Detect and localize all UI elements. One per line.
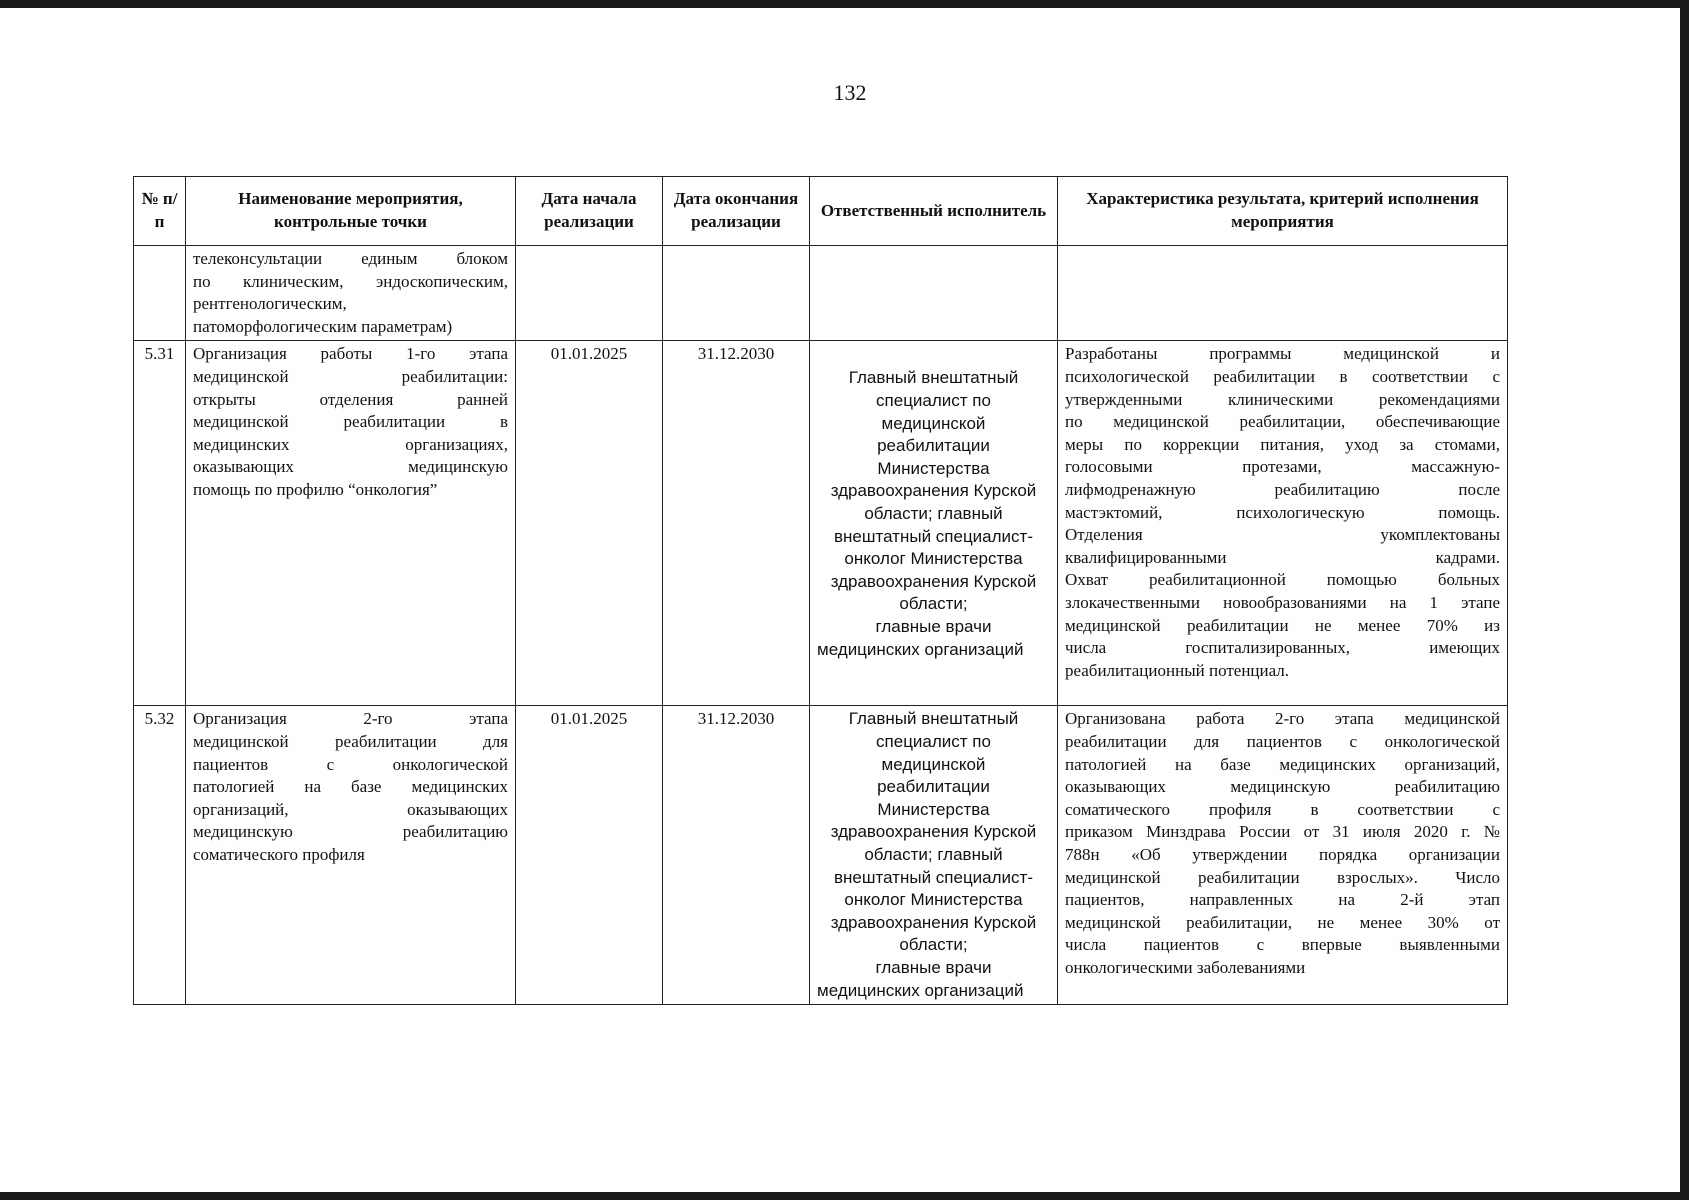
- text-line: специалист по: [876, 390, 991, 410]
- text-line: главные врачи: [875, 616, 992, 636]
- text-line: области; главный: [864, 503, 1003, 523]
- cell-start-date: 01.01.2025: [516, 341, 663, 706]
- text-line: реабилитационный потенциал.: [1065, 660, 1290, 680]
- text-line: соматического профиля в соответствии с: [1065, 799, 1500, 819]
- text-line: приказом Минздрава России от 31 июля 2020 г. №: [1065, 822, 1500, 842]
- text-line: Охват реабилитационной помощью больных: [1065, 570, 1500, 590]
- cell-responsible: [810, 341, 1058, 706]
- cell-end-date: 31.12.2030: [663, 706, 810, 1005]
- text-line: психологической реабилитации в соответствии с: [1065, 366, 1500, 386]
- text-line: области;: [899, 935, 968, 955]
- text-line: 788н «Об утверждении порядка организации: [1065, 844, 1500, 864]
- scan-edge-right: [1680, 0, 1689, 1200]
- text-line: организаций, оказывающих: [193, 799, 508, 819]
- text-line: Организована работа 2-го этапа медицинской: [1065, 709, 1500, 729]
- text-line: утвержденными клиническими рекомендациями: [1065, 389, 1500, 409]
- header-activity-name: Наименование мероприятия, контрольные точки: [186, 177, 516, 246]
- text-line: голосовыми протезами, массажную-: [1065, 457, 1500, 477]
- text-line: медицинских организаций: [817, 639, 1024, 659]
- text-line: квалифицированными кадрами.: [1065, 547, 1500, 567]
- table-row-continuation: [134, 246, 1508, 341]
- text-line: оказывающих медицинскую реабилитацию: [1065, 777, 1500, 797]
- text-line: медицинских организаций: [817, 980, 1024, 1000]
- text-line: Организация работы 1-го этапа: [193, 344, 508, 364]
- text-line: по клиническим, эндоскопическим,: [193, 271, 508, 291]
- text-line: области;: [899, 594, 968, 614]
- table-header-row: [134, 177, 1508, 246]
- text-line: медицинской реабилитации для: [193, 731, 508, 751]
- text-line: соматического профиля: [193, 844, 365, 864]
- text-line: медицинской реабилитации в: [193, 412, 508, 432]
- text-line: специалист по: [876, 731, 991, 751]
- text-line: Министерства: [877, 799, 990, 819]
- text-line: числа госпитализированных, имеющих: [1065, 638, 1500, 658]
- text-line: пациентов, направленных на 2-й этап: [1065, 890, 1500, 910]
- text-line: здравоохранения Курской: [830, 481, 1037, 501]
- cell-result: [1058, 246, 1508, 341]
- table-row: [134, 706, 1508, 1005]
- cell-activity-name: [186, 341, 516, 706]
- text-line: открыты отделения ранней: [193, 389, 508, 409]
- text-line: помощь по профилю “онкология”: [193, 479, 438, 499]
- header-number: № п/п: [134, 177, 186, 246]
- cell-number: 5.31: [134, 341, 186, 706]
- cell-start-date: 01.01.2025: [516, 706, 663, 1005]
- text-line: пациентов с онкологической: [193, 754, 508, 774]
- cell-end-date: 31.12.2030: [663, 341, 810, 706]
- text-line: оказывающих медицинскую: [193, 457, 508, 477]
- text-line: телеконсультации единым блоком: [193, 249, 508, 268]
- cell-result: [1058, 341, 1508, 706]
- text-line: внештатный специалист-: [833, 867, 1033, 887]
- cell-result: [1058, 706, 1508, 1005]
- text-line: меры по коррекции питания, уход за стомами,: [1065, 434, 1500, 454]
- header-responsible: Ответственный исполнитель: [810, 177, 1058, 246]
- text-line: Главный внештатный: [848, 368, 1019, 388]
- header-result: Характеристика результата, критерий исполнения мероприятия: [1058, 177, 1508, 246]
- cell-start-date: [516, 246, 663, 341]
- cell-activity-name: [186, 706, 516, 1005]
- text-line: Министерства: [877, 458, 990, 478]
- text-line: медицинской реабилитации взрослых». Число: [1065, 867, 1500, 887]
- text-line: реабилитации: [877, 436, 990, 456]
- text-line: здравоохранения Курской: [830, 571, 1037, 591]
- text-line: онколог Министерства: [844, 890, 1023, 910]
- text-line: медицинской: [881, 754, 986, 774]
- activities-table: [133, 176, 1508, 1005]
- text-line: реабилитации для пациентов с онкологической: [1065, 731, 1500, 751]
- cell-number: [134, 246, 186, 341]
- text-line: внештатный специалист-: [833, 526, 1033, 546]
- text-line: Отделения укомплектованы: [1065, 525, 1500, 545]
- cell-end-date: [663, 246, 810, 341]
- header-start-date: Дата начала реализации: [516, 177, 663, 246]
- text-line: медицинской реабилитации:: [193, 366, 508, 386]
- text-line: медицинских организациях,: [193, 434, 508, 454]
- text-line: злокачественными новообразованиями на 1 этапе: [1065, 592, 1500, 612]
- cell-responsible: [810, 246, 1058, 341]
- text-line: числа пациентов с впервые выявленными: [1065, 935, 1500, 955]
- text-line: реабилитации: [877, 777, 990, 797]
- text-line: Организация 2-го этапа: [193, 709, 508, 729]
- cell-number: 5.32: [134, 706, 186, 1005]
- text-line: лифмодренажную реабилитацию после: [1065, 479, 1500, 499]
- text-line: патоморфологическим параметрам): [193, 316, 453, 336]
- text-line: Главный внештатный: [848, 709, 1019, 729]
- text-line: медицинской реабилитации, не менее 30% от: [1065, 912, 1500, 932]
- text-line: области; главный: [864, 844, 1003, 864]
- text-line: рентгенологическим,: [193, 294, 347, 314]
- header-end-date: Дата окончания реализации: [663, 177, 810, 246]
- text-line: патологией на базе медицинских организаций,: [1065, 754, 1500, 774]
- text-line: медицинской: [881, 413, 986, 433]
- table-row: [134, 341, 1508, 706]
- text-line: здравоохранения Курской: [830, 912, 1037, 932]
- cell-responsible: [810, 706, 1058, 1005]
- text-line: здравоохранения Курской: [830, 822, 1037, 842]
- text-line: онкологическими заболеваниями: [1065, 957, 1306, 977]
- text-line: медицинской реабилитации не менее 70% из: [1065, 615, 1500, 635]
- text-line: медицинскую реабилитацию: [193, 822, 508, 842]
- text-line: главные врачи: [875, 957, 992, 977]
- text-line: патологией на базе медицинских: [193, 777, 508, 797]
- text-line: по медицинской реабилитации, обеспечивающие: [1065, 412, 1500, 432]
- cell-activity-name: [186, 246, 516, 341]
- scan-edge-top: [0, 0, 1689, 8]
- page-number: 132: [833, 80, 867, 105]
- scan-edge-bottom: [0, 1192, 1689, 1200]
- text-line: мастэктомий, психологическую помощь.: [1065, 502, 1500, 522]
- text-line: Разработаны программы медицинской и: [1065, 344, 1500, 364]
- text-line: онколог Министерства: [844, 549, 1023, 569]
